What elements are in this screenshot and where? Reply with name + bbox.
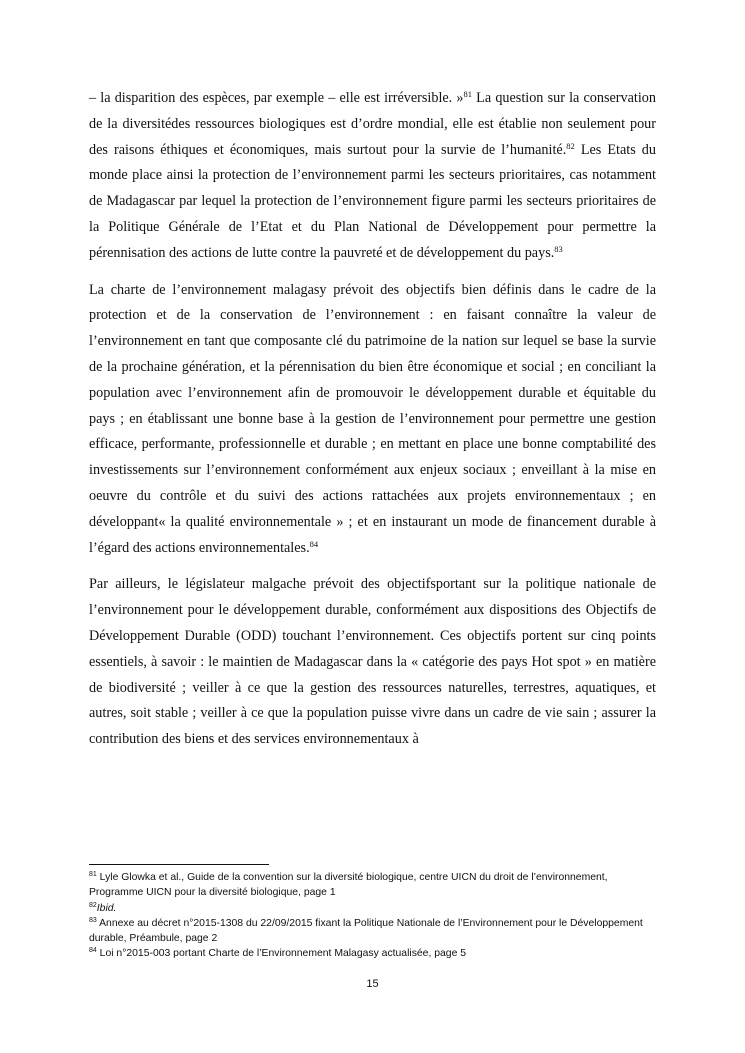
body-text <box>89 86 656 764</box>
paragraph <box>89 572 656 753</box>
footnote <box>89 946 659 961</box>
footnote-number: 84 <box>89 947 97 955</box>
footnote-reference: 82 <box>566 140 575 151</box>
page-number: 15 <box>366 978 379 990</box>
footnote-text: Loi n°2015-003 portant Charte de l’Environnement Malagasy actualisée, page 5 <box>96 948 467 960</box>
footnote-reference: 81 <box>463 89 472 99</box>
footnotes <box>89 870 659 962</box>
footnote <box>89 901 659 916</box>
footnote-text: Annexe au décret n°2015-1308 du 22/09/2015 fixant la Politique Nationale de l’Environnement pour le Développement durable, Préambule, page 2 <box>89 917 643 945</box>
paragraph <box>89 278 656 562</box>
footnote-number: 82 <box>89 901 97 909</box>
paragraph-text: – la disparition des espèces, par exemple – elle est irréversible. » <box>89 90 464 106</box>
paragraph-text: La question sur la conservation de la diversitédes ressources biologiques est d’ordre mondial, elle est établie non seulement pour des raisons éthiques et économiques, mais surtout pour la survie de l’humanité. <box>89 90 656 158</box>
footnote-number: 83 <box>89 916 97 924</box>
footnote-number: 81 <box>89 871 97 878</box>
paragraph-text: Les Etats du monde place ainsi la protection de l’environnement parmi les secteurs prioritaires, cas notamment de Madagascar par lequel la protection de l’environnement figure parmi les secteurs prioritaires de la Politique Générale de l’Etat et du Plan National de Développement pour permettre la pérennisation des actions de lutte contre la pauvreté et de développement du pays. <box>89 141 656 261</box>
paragraph <box>89 86 656 267</box>
paragraph-text: La charte de l’environnement malagasy prévoit des objectifs bien définis dans le cadre de la protection et de la conservation de l’environnement : en faisant connaître la valeur de l’environnement en tant que composante clé du patrimoine de la nation sur lequel se base la survie de la prochaine génération, et la pérennisation du bien être économique et social ; en conciliant la population avec l’environnement afin de promouvoir le développement durable et équitable du pays ; en établissant une bonne base à la gestion de l’environnement pour permettre une gestion efficace, performante, professionnelle et durable ; en mettant en place une bonne comptabilité des investissements sur l’environnement conformément aux enjeux sociaux ; enveillant à la mise en oeuvre du contrôle et du suivi des actions rattachées aux projets environnementaux ; en développant« la qualité environnementale » ; et en instaurant un mode de financement durable à l’égard des actions environnementales. <box>89 281 656 556</box>
footnote-text: Ibid. <box>96 902 117 914</box>
footnote-separator <box>89 864 269 865</box>
footnote-reference: 84 <box>309 538 319 549</box>
footnote-text: Lyle Glowka et al., Guide de la convention sur la diversité biologique, centre UICN du droit de l’environnement, Programme UICN pour la diversité biologique, page 1 <box>89 872 608 899</box>
paragraph-text: Par ailleurs, le législateur malgache prévoit des objectifsportant sur la politique nationale de l’environnement pour le développement durable, conformément aux dispositions des Objectifs de Développement Durable (ODD) touchant l’environnement. Ces objectifs portent sur cinq points essentiels, à savoir : le maintien de Madagascar dans la « catégorie des pays Hot spot » en matière de biodiversité ; veiller à ce que la gestion des ressources naturelles, terrestres, aquatiques, et autres, soit stable ; veiller à ce que la population puisse vivre dans un cadre de vie sain ; assurer la contribution des biens et des services environnementaux à <box>89 576 656 748</box>
footnote-reference: 83 <box>554 243 563 254</box>
footnote <box>89 916 659 947</box>
footnote <box>89 870 659 901</box>
